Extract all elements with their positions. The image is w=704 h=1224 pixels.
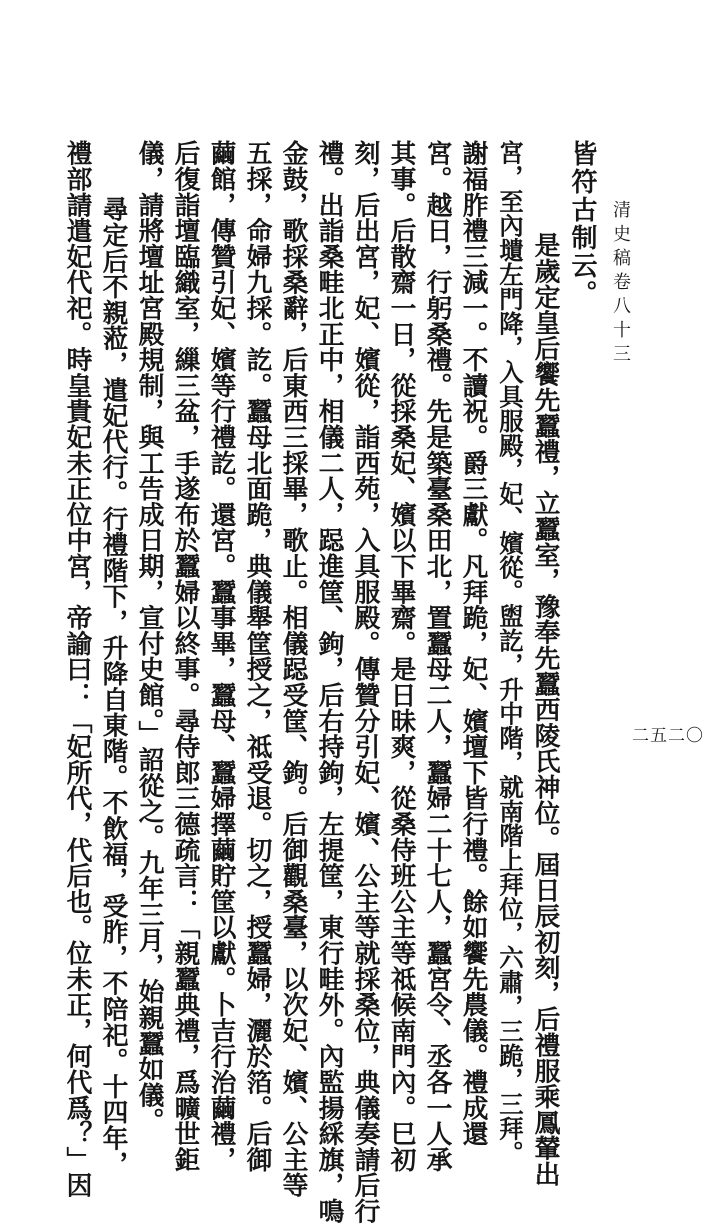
running-header-title: 清史稿卷八十三 [610,200,631,368]
text-column-13: 儀，請將壇址宮殿規制，與工告成日期，宣付史館。」詔從之。九年三月，始親蠶如儀。 [134,140,164,1134]
text-column-12: 后復詣壇臨織室，繅三盆，手遂布於蠶婦以終事。尋侍郎三德疏言：「親蠶典禮，爲曠世鉅 [170,140,200,1172]
text-column-11: 繭館，傳贊引妃、嬪等行禮訖。還宮。蠶事畢，蠶母、蠶婦擇繭貯筐以獻。卜吉行治繭禮， [206,140,236,1172]
text-column-8: 禮。出詣桑畦北正中，相儀二人，跽進筐、鉤，后右持鉤，左提筐，東行畦外。內監揚綵旗，鳴 [314,140,344,1224]
text-column-14: 尋定后不親蒞，遣妃代行。行禮階下，升降自東階。不飲福，受胙，不陪祀。十四年， [98,196,128,1177]
text-column-10: 五採，命婦九採。訖。蠶母北面跪，典儀舉筐授之，祗受退。切之，授蠶婦，灑於箔。后御 [242,140,272,1172]
page-number: 二五二〇 [632,726,704,746]
text-column-15: 禮部請遣妃代祀。時皇貴妃未正位中宮，帝諭曰：「妃所代，代后也。位未正，何代爲？」因 [62,140,92,1198]
text-column-1: 皆符古制云。 [567,140,597,308]
text-column-9: 金鼓，歌採桑辭，后東西三採畢，歌止。相儀跽受筐、鉤。后御觀桑臺，以次妃、嬪、公主等 [278,140,308,1198]
text-column-5: 宮。越日，行躬桑禮。先是築臺桑田北，置蠶母二人，蠶婦二十七人，蠶宮令、丞各一人承 [422,140,452,1172]
text-column-3: 宮，至內壝左門降，入具服殿，妃、嬪從。盥訖，升中階，就南階上拜位，六肅，三跪，三拜。 [495,140,524,1165]
text-column-4: 謝福胙禮三減一。不讀祝。爵三獻。凡拜跪，妃、嬪壇下皆行禮。餘如饗先農儀。禮成還 [458,140,488,1147]
text-column-6: 其事。后散齋一日，從採桑妃、嬪以下畢齋。是日昧爽，從桑侍班公主等祗候南門內。巳初 [386,140,416,1172]
text-column-7: 刻，后出宮，妃、嬪從，詣西苑，入具服殿。傳贊分引妃、嬪、公主等就採桑位，典儀奏請后行 [350,140,380,1224]
text-column-2: 是歲定皇后饗先蠶禮，立蠶室，豫奉先蠶西陵氏神位。屆日辰初刻，后禮服乘鳳輦出 [530,232,560,1187]
